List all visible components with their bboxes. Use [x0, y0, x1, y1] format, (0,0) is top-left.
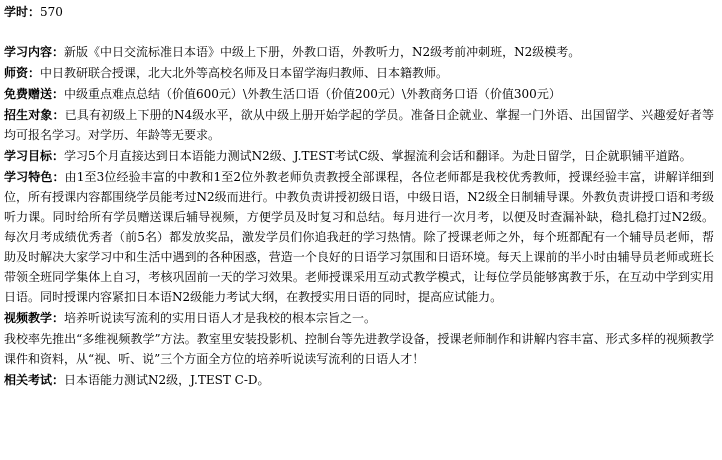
- gifts-text: 中级重点难点总结（价值600元）\外教生活口语（价值200元）\外教商务口语（价值300元）: [64, 87, 561, 101]
- features-label: 学习特色：: [4, 170, 65, 184]
- spacer: [4, 22, 714, 42]
- goal-text: 学习5个月直接达到日本语能力测试N2级、J.TEST考试C级、掌握流利会话和翻译。为赴日留学，日企就职铺平道路。: [64, 149, 692, 163]
- hours-label: 学时：: [4, 5, 41, 19]
- teachers-text: 中日教研联合授课，北大北外等高校名师及日本留学海归教师、日本籍教师。: [40, 66, 449, 80]
- gifts-row: [4, 84, 714, 104]
- hours-value: 570: [40, 5, 63, 19]
- video-text: 培养听说读写流利的实用日语人才是我校的根本宗旨之一。: [64, 311, 377, 325]
- exam-text: 日本语能力测试N2级，J.TEST C-D。: [64, 373, 270, 387]
- students-label: 招生对象：: [4, 108, 65, 122]
- video-row: [4, 308, 714, 328]
- teachers-row: [4, 63, 714, 83]
- features-row: [4, 167, 714, 307]
- features-text: 由1至3位经验丰富的中教和1至2位外教老师负责教授全部课程，各位老师都是我校优秀教师，授课经验丰富，讲解详细到位，所有授课内容都围绕学员能考过N2级而进行。中教负责讲授初级日语，中级日语，N2级全日制辅导课。外教负责讲授口语和考级听力课。同时给所有学员赠送课后辅导视频，方便学员及时复习和总结。每月进行一次月考，以便及时查漏补缺，稳扎稳打过N2级。每次月考成绩优秀者（前5名）都发放奖品，激发学员们你追我赶的学习热情。除了授课老师之外，每个班都配有一个辅导员老师，帮助及时解决大家学习中和生活中遇到的各种困惑，营造一个良好的日语学习氛围和日语环境。每天上课前的半小时由辅导员老师或班长带领全班同学集体上自习，考核巩固前一天的学习效果。老师授课采用互动式教学模式，让每位学员能够寓教于乐，在互动中学到实用日语。同时授课内容紧扣日本语N2级能力考试大纲，在教授实用日语的同时，提高应试能力。: [4, 170, 714, 304]
- goal-label: 学习目标：: [4, 149, 65, 163]
- exam-row: [4, 370, 714, 390]
- gifts-label: 免费赠送：: [4, 87, 65, 101]
- students-text: 已具有初级上下册的N4级水平，欲从中级上册开始学起的学员。准备日企就业、掌握一门外语、出国留学、兴趣爱好者等均可报名学习。对学历、年龄等无要求。: [4, 108, 714, 142]
- content-row: [4, 42, 714, 62]
- video-body: 我校率先推出“多维视频教学”方法。教室里安装投影机、控制台等先进教学设备，授课老师制作和讲解内容丰富、形式多样的视频教学课件和资料，从“视、听、说”三个方面全方位的培养听说读写流利的日语人才！: [4, 332, 714, 366]
- content-label: 学习内容：: [4, 45, 65, 59]
- students-row: [4, 105, 714, 145]
- video-label: 视频教学：: [4, 311, 65, 325]
- hours-row: [4, 2, 714, 22]
- exam-label: 相关考试：: [4, 373, 65, 387]
- teachers-label: 师资：: [4, 66, 41, 80]
- goal-row: [4, 146, 714, 166]
- content-text: 新版《中日交流标准日本语》中级上下册，外教口语，外教听力，N2级考前冲刺班，N2级模考。: [64, 45, 581, 59]
